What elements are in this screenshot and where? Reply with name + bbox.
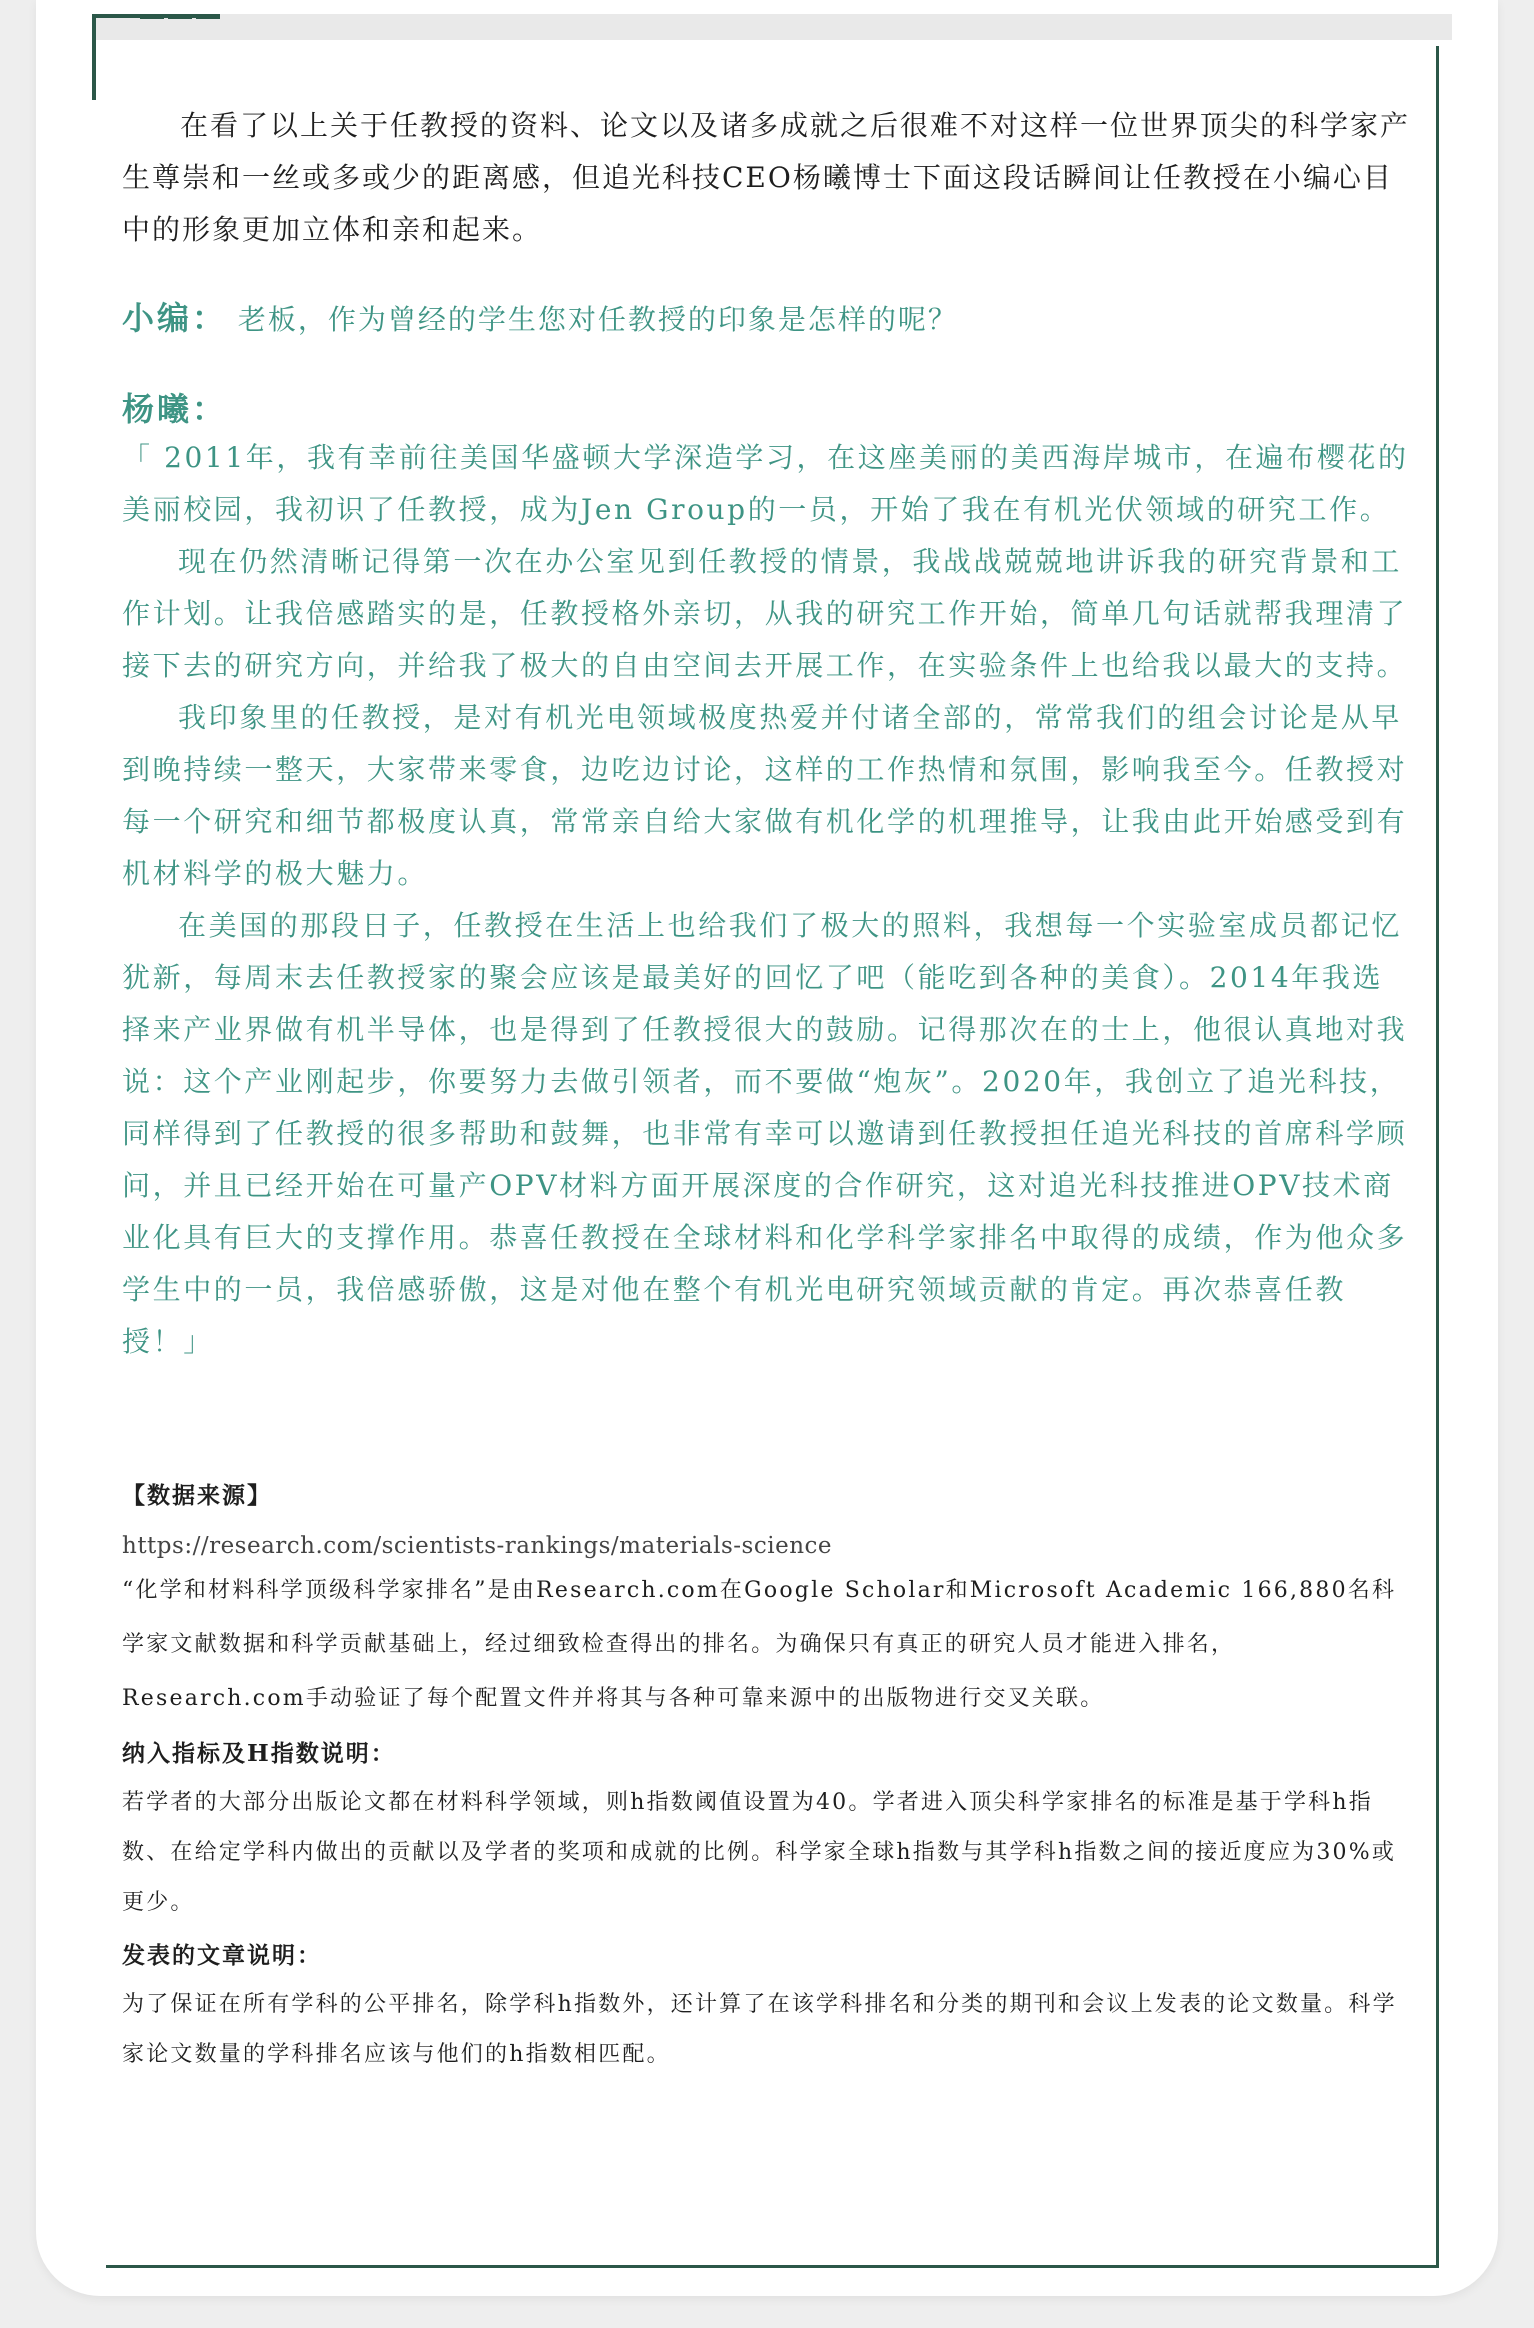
- frame-right-rule: [1436, 46, 1439, 2268]
- criteria-text: 若学者的大部分出版论文都在材料科学领域，则h指数阈值设置为40。学者进入顶尖科学家排名的标准是基于学科h指数、在给定学科内做出的贡献以及学者的奖项和成就的比例。科学家全球h指数与其学科h指数之间的接近度应为30%或更少。: [122, 1790, 1397, 1915]
- answer-paragraph: 我印象里的任教授，是对有机光电领域极度热爱并付诸全部的，常常我们的组会讨论是从早到晚持续一整天，大家带来零食，边吃边讨论，这样的工作热情和氛围，影响我至今。任教授对每一个研究和细节都极度认真，常常亲自给大家做有机化学的机理推导，让我由此开始感受到有机材料学的极大魅力。: [122, 701, 1408, 890]
- answer-speaker: 杨曦：: [122, 390, 228, 428]
- source-description: “化学和材料科学顶级科学家排名”是由Research.com在Google Scholar和Microsoft Academic 166,880名科学家文献数据和科学贡献基础上，经过细致检查得出的排名。为确保只有真正的研究人员才能进入排名，Research.com手动验证了每个配置文件并将其与各种可靠来源中的出版物进行交叉关联。: [122, 1578, 1397, 1711]
- answer-paragraph: 「 2011年，我有幸前往美国华盛顿大学深造学习，在这座美丽的美西海岸城市，在遍布樱花的美丽校园，我初识了任教授，成为Jen Group的一员，开始了我在有机光伏领域的研究工作。: [122, 441, 1409, 526]
- question-speaker: 小编：: [122, 299, 228, 337]
- header-bar: [92, 14, 1452, 40]
- frame-corner-left: [92, 14, 96, 100]
- articles-text: 为了保证在所有学科的公平排名，除学科h指数外，还计算了在该学科排名和分类的期刊和会议上发表的论文数量。科学家论文数量的学科排名应该与他们的h指数相匹配。: [122, 1992, 1397, 2067]
- interview-question: [122, 292, 1412, 346]
- data-source-section: [122, 1478, 1412, 2080]
- articles-heading: 发表的文章说明：: [122, 1942, 322, 1969]
- answer-paragraph: 在美国的那段日子，任教授在生活上也给我们了极大的照料，我想每一个实验室成员都记忆犹新，每周末去任教授家的聚会应该是最美好的回忆了吧（能吃到各种的美食）。2014年我选择来产业界做有机半导体，也是得到了任教授很大的鼓励。记得那次在的士上，他很认真地对我说：这个产业刚起步，你要努力去做引领者，而不要做“炮灰”。2020年，我创立了追光科技，同样得到了任教授的很多帮助和鼓舞，也非常有幸可以邀请到任教授担任追光科技的首席科学顾问，并且已经开始在可量产OPV材料方面开展深度的合作研究，这对追光科技推进OPV技术商业化具有巨大的支撑作用。恭喜任教授在全球材料和化学科学家排名中取得的成绩，作为他众多学生中的一员，我倍感骄傲，这是对他在整个有机光电研究领域贡献的肯定。再次恭喜任教授！」: [122, 909, 1408, 1358]
- frame-dash: [140, 14, 164, 19]
- interview-answer: [122, 432, 1412, 1368]
- criteria-heading: 纳入指标及H指数说明：: [122, 1740, 396, 1767]
- frame-dash: [168, 14, 192, 19]
- article-content: [122, 100, 1412, 2080]
- source-link[interactable]: https://research.com/scientists-rankings/materials-science: [122, 1533, 833, 1559]
- frame-dash: [196, 14, 220, 19]
- source-heading: 【数据来源】: [122, 1482, 272, 1509]
- question-text: 老板，作为曾经的学生您对任教授的印象是怎样的呢？: [237, 303, 958, 336]
- answer-paragraph: 现在仍然清晰记得第一次在办公室见到任教授的情景，我战战兢兢地讲诉我的研究背景和工作计划。让我倍感踏实的是，任教授格外亲切，从我的研究工作开始，简单几句话就帮我理清了接下去的研究方向，并给我了极大的自由空间去开展工作，在实验条件上也给我以最大的支持。: [122, 545, 1408, 682]
- frame-bottom-rule: [106, 2265, 1439, 2268]
- intro-paragraph: 在看了以上关于任教授的资料、论文以及诸多成就之后很难不对这样一位世界顶尖的科学家产生尊崇和一丝或多或少的距离感，但追光科技CEO杨曦博士下面这段话瞬间让任教授在小编心目中的形象更加立体和亲和起来。: [122, 109, 1411, 246]
